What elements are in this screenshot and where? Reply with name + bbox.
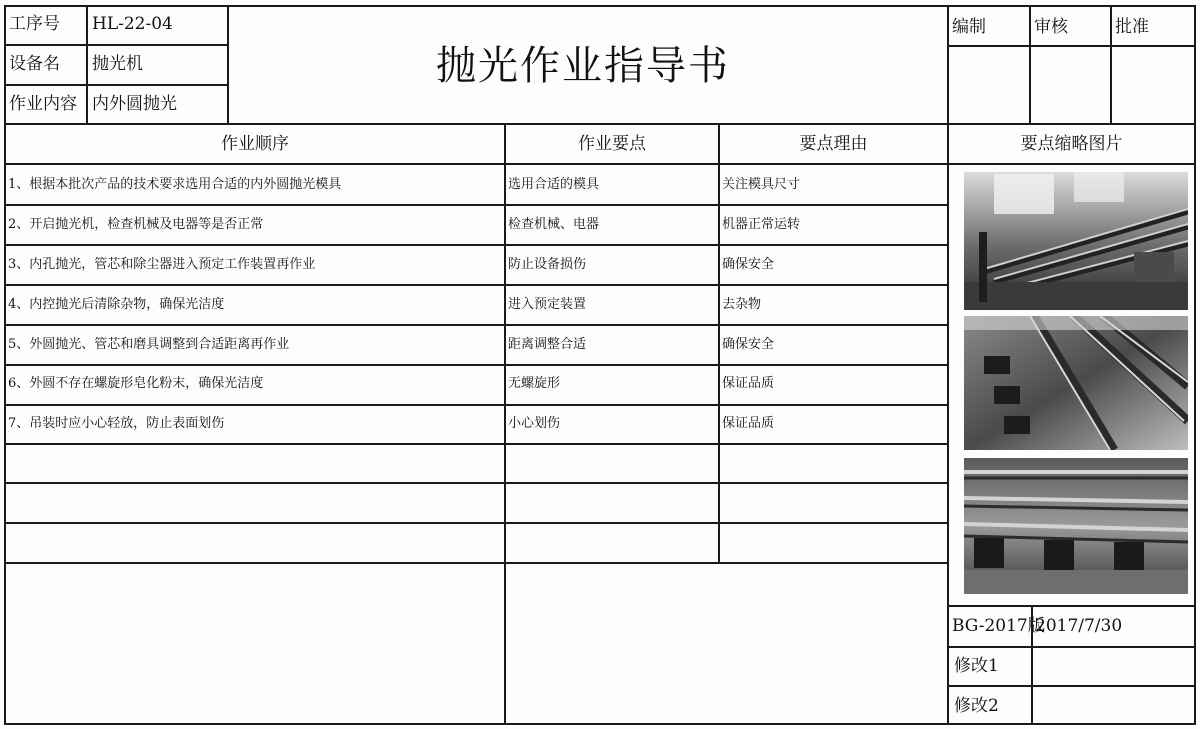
equipment-label: 设备名 — [9, 54, 60, 74]
col-header-reasons: 要点理由 — [799, 134, 868, 154]
row-4-step: 4、内控抛光后清除杂物，确保光洁度 — [8, 297, 225, 312]
photo-2-drawing — [964, 316, 1188, 450]
photo-polishing-machine-3 — [964, 458, 1188, 594]
footer-line-2 — [947, 646, 1196, 648]
sign-label-review: 审核 — [1034, 17, 1068, 37]
row-line-7 — [4, 443, 949, 445]
revision-1-label: 修改1 — [954, 656, 999, 676]
header-line-1 — [4, 44, 228, 46]
row-6-step: 6、外圆不存在螺旋形皂化粉末，确保光洁度 — [8, 376, 264, 391]
header-col-info — [227, 5, 229, 125]
frame-bottom — [4, 723, 1196, 725]
row-3-point: 防止设备损伤 — [508, 257, 587, 272]
process-no-value: HL-22-04 — [92, 14, 173, 34]
sign-label-compile: 编制 — [952, 17, 986, 37]
header-col-sign-2 — [1029, 5, 1031, 125]
row-4-reason: 去杂物 — [722, 297, 762, 312]
row-3-reason: 确保安全 — [722, 257, 775, 272]
col-header-photos: 要点缩略图片 — [1020, 134, 1123, 154]
version-label: BG-2017版 — [952, 616, 1045, 636]
row-5-point: 距离调整合适 — [508, 337, 587, 352]
sign-line — [947, 45, 1196, 47]
row-2-reason: 机器正常运转 — [722, 217, 801, 232]
process-no-label: 工序号 — [9, 14, 60, 34]
row-1-reason: 关注模具尺寸 — [722, 177, 801, 192]
content-label: 作业内容 — [9, 94, 77, 114]
header-col-sign-3 — [1110, 5, 1112, 125]
col-line-steps — [504, 123, 506, 725]
header-col-sign — [947, 5, 949, 125]
footer-line-1 — [947, 605, 1196, 607]
row-4-point: 进入预定装置 — [508, 297, 587, 312]
frame-top — [4, 5, 1196, 7]
row-5-step: 5、外圆抛光、管芯和磨具调整到合适距离再作业 — [8, 337, 290, 352]
photo-3-drawing — [964, 458, 1188, 594]
row-6-point: 无螺旋形 — [508, 376, 561, 391]
photo-polishing-machine-2 — [964, 316, 1188, 450]
row-line-6 — [4, 404, 949, 406]
row-1-point: 选用合适的模具 — [508, 177, 600, 192]
header-line-2 — [4, 84, 228, 86]
revision-2-label: 修改2 — [954, 696, 999, 716]
row-1-step: 1、根据本批次产品的技术要求选用合适的内外圆抛光模具 — [8, 177, 342, 192]
row-line-4 — [4, 324, 949, 326]
col-line-points — [718, 123, 720, 564]
version-date: 2017/7/30 — [1035, 616, 1123, 636]
footer-line-3 — [947, 685, 1196, 687]
page-title: 抛光作业指导书 — [436, 43, 730, 89]
row-line-1 — [4, 204, 949, 206]
frame-right — [1194, 5, 1196, 725]
row-line-10 — [4, 562, 949, 564]
table-top — [4, 123, 1196, 125]
row-6-reason: 保证品质 — [722, 376, 775, 391]
row-line-9 — [4, 522, 949, 524]
row-7-reason: 保证品质 — [722, 416, 775, 431]
photo-1-drawing — [964, 172, 1188, 310]
row-line-2 — [4, 244, 949, 246]
sign-label-approve: 批准 — [1115, 17, 1149, 37]
photo-polishing-machine-1 — [964, 172, 1188, 310]
row-7-step: 7、吊装时应小心轻放，防止表面划伤 — [8, 416, 225, 431]
col-header-steps: 作业顺序 — [221, 134, 289, 154]
row-2-point: 检查机械、电器 — [508, 217, 600, 232]
row-7-point: 小心划伤 — [508, 416, 561, 431]
col-line-reasons — [947, 123, 949, 725]
row-line-8 — [4, 482, 949, 484]
col-header-points: 作业要点 — [578, 134, 646, 154]
row-line-3 — [4, 284, 949, 286]
content-value: 内外圆抛光 — [92, 94, 177, 114]
equipment-value: 抛光机 — [92, 54, 143, 74]
row-2-step: 2、开启抛光机，检查机械及电器等是否正常 — [8, 217, 264, 232]
row-line-5 — [4, 364, 949, 366]
table-header-bottom — [4, 163, 1196, 165]
row-5-reason: 确保安全 — [722, 337, 775, 352]
header-col-label — [86, 5, 88, 125]
row-3-step: 3、内孔抛光，管芯和除尘器进入预定工作装置再作业 — [8, 257, 316, 272]
